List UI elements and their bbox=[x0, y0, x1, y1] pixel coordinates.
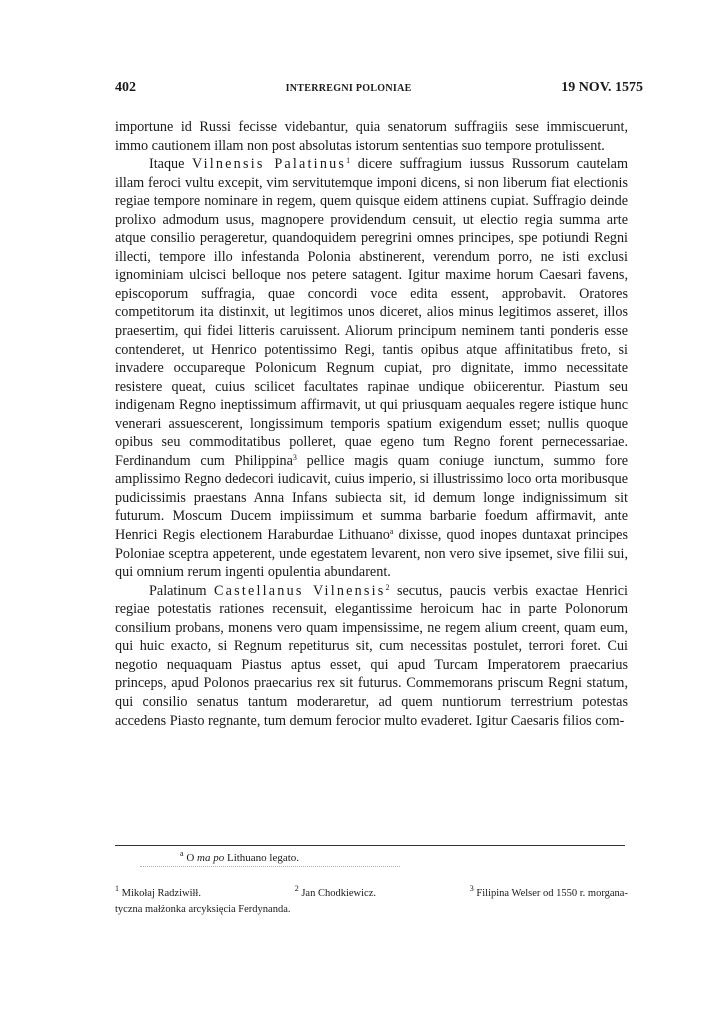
textnote-marker: a bbox=[180, 849, 184, 858]
header-date: 19 NOV. 1575 bbox=[561, 80, 643, 95]
person-name-vilnensis-palatinus: Vilnensis Palatinus bbox=[192, 156, 347, 173]
running-title: INTERREGNI POLONIAE bbox=[285, 83, 412, 94]
footnote-ref-1: 1 bbox=[346, 156, 351, 166]
paragraph-3 bbox=[115, 582, 628, 730]
main-text bbox=[115, 118, 628, 730]
footnote-2-mark: 2 bbox=[294, 884, 299, 893]
running-header bbox=[115, 80, 643, 102]
textnote-suffix: Lithuano legato. bbox=[224, 852, 300, 864]
paragraph-2-lead: Itaque bbox=[149, 156, 193, 173]
footnote-1-mark: 1 bbox=[115, 884, 119, 893]
footnote-3-mark: 3 bbox=[469, 884, 474, 893]
footnote-3-text-line1: Filipina Welser od 1550 r. morgana- bbox=[476, 888, 628, 899]
textual-note bbox=[180, 849, 300, 864]
footnote-2 bbox=[295, 886, 376, 902]
footnote-row bbox=[115, 886, 628, 902]
footnote-ref-3: 3 bbox=[292, 452, 297, 462]
faint-dotted-line bbox=[140, 866, 400, 867]
paragraph-1: importune id Russi fecisse videbantur, quia senatorum suffragiis sese immiscuerunt, immo cautionem illam non post absolutas istorum sententias suo tempore protulissent. bbox=[115, 119, 628, 154]
footnote-3-continuation: tyczna małżonka arcyksięcia Ferdynanda. bbox=[115, 904, 291, 915]
textnote-prefix: O bbox=[186, 852, 198, 864]
person-name-castellanus-vilnensis: Castellanus Vilnensis bbox=[213, 582, 386, 599]
textnote-italic: ma po bbox=[197, 852, 225, 864]
paragraph-2 bbox=[115, 155, 628, 582]
paragraph-2-text-2: pellice magis quam coniuge iunctum, summo fore amplissimo Regno dedecori iudicavit, cuius imperio, si illustrissimo loco orta moribusque pudicissimis praestans Anna Infans subiecta sit, id demum longe indignissimum sit futurum. Moscum Ducem impiissimum et summa barbarie foedum affirmavit, ante Henrici Regis electionem Haraburdae Lithuano bbox=[115, 452, 628, 544]
paragraph-3-text: secutus, paucis verbis exactae Henrici regiae potestatis rationes recensuit, elegantissime heroicum hac in parte Polonorum consilium probans, monens vero quam impensissime, ne regem alium creent, quam eum, qui huic exacto, si Regnum repetiturus sit, cum necessitas postulet, terrori foret. Cui negotio nequaquam Piastus aptus esset, qui apud Turcam Imperatorem praecarius princeps, apud Polonos praecarius rex sit futurus. Commemorans priscum Regni statum, qui consilio senatus tantum moderaretur, ad quem nuntiorum terrestrium potestas accedens Piasto regnante, tum demum ferocior multo evaderet. Igitur Caesaris filios com- bbox=[115, 582, 628, 729]
footnote-1 bbox=[115, 886, 201, 902]
paragraph-2-text: dicere suffragium iussus Russorum cautelam illam feroci vultu excepit, vim servitutemque imponi dicens, si non liberum fiat electionis regiae tempore nominare in regem, quem quisque eidem attinens cupiat. Suffragio deinde prolixo admodum usus, magnopere providendum censuit, ut electio regia summa arte atque consilio perageretur, quandoquidem peregrini omnes principes, spe potiundi Regni illecti, tempore illo infestanda Polonia abstinerent, verendum porro, ne isti exclusi ignominiam ulcisci belloque nos petere satagent. Igitur maxime horum Caesari favens, episcoporum suffragia, quae concordi voce edita essent, approbavit. Oratores competitorum ita distinxit, ut legitimos unos diceret, alios minus legitimos asseret, illos praesertim, qui fidei litteris caruissent. Aliorum principum neminem tanti ponderis esse contenderet, ut Henrico potentissimo Regi, tantis opibus atque affinitatibus freto, si invadere occupareque Polonicum Regnum cupiat, pro dignitate, immo necessitate resistere queat, cuius scilicet facultates rapinae undique obiicerentur. Piastum seu indigenam Regno ineptissimum affirmavit, ut qui priusquam aequales regere istique hunc venerari assuescerent, longissimum temporis spatium exigendum esset; nullis quoque opibus seu commoditatibus polleret, quae egeno tum Regno forent pernecessariae. Ferdinandum cum Philippina bbox=[115, 156, 628, 469]
footnote-divider bbox=[115, 845, 625, 846]
page-number: 402 bbox=[115, 80, 136, 95]
paragraph-2-text-3: dixisse, quod inopes duntaxat principes Poloniae sceptra appeterent, unde egestatem levarent, non vero sive ipsemet, sive filii sui, qui omnium rerum ingenti opulentia abundarent. bbox=[115, 527, 629, 581]
footnote-ref-2: 2 bbox=[385, 582, 390, 592]
footnote-2-text: Jan Chodkiewicz. bbox=[301, 888, 376, 899]
footnote-1-text: Mikołaj Radziwiłł. bbox=[121, 888, 201, 899]
paragraph-3-lead: Palatinum bbox=[149, 582, 214, 599]
textnote-ref-a: a bbox=[389, 527, 394, 537]
footnotes bbox=[115, 886, 628, 918]
footnote-3 bbox=[470, 886, 628, 902]
